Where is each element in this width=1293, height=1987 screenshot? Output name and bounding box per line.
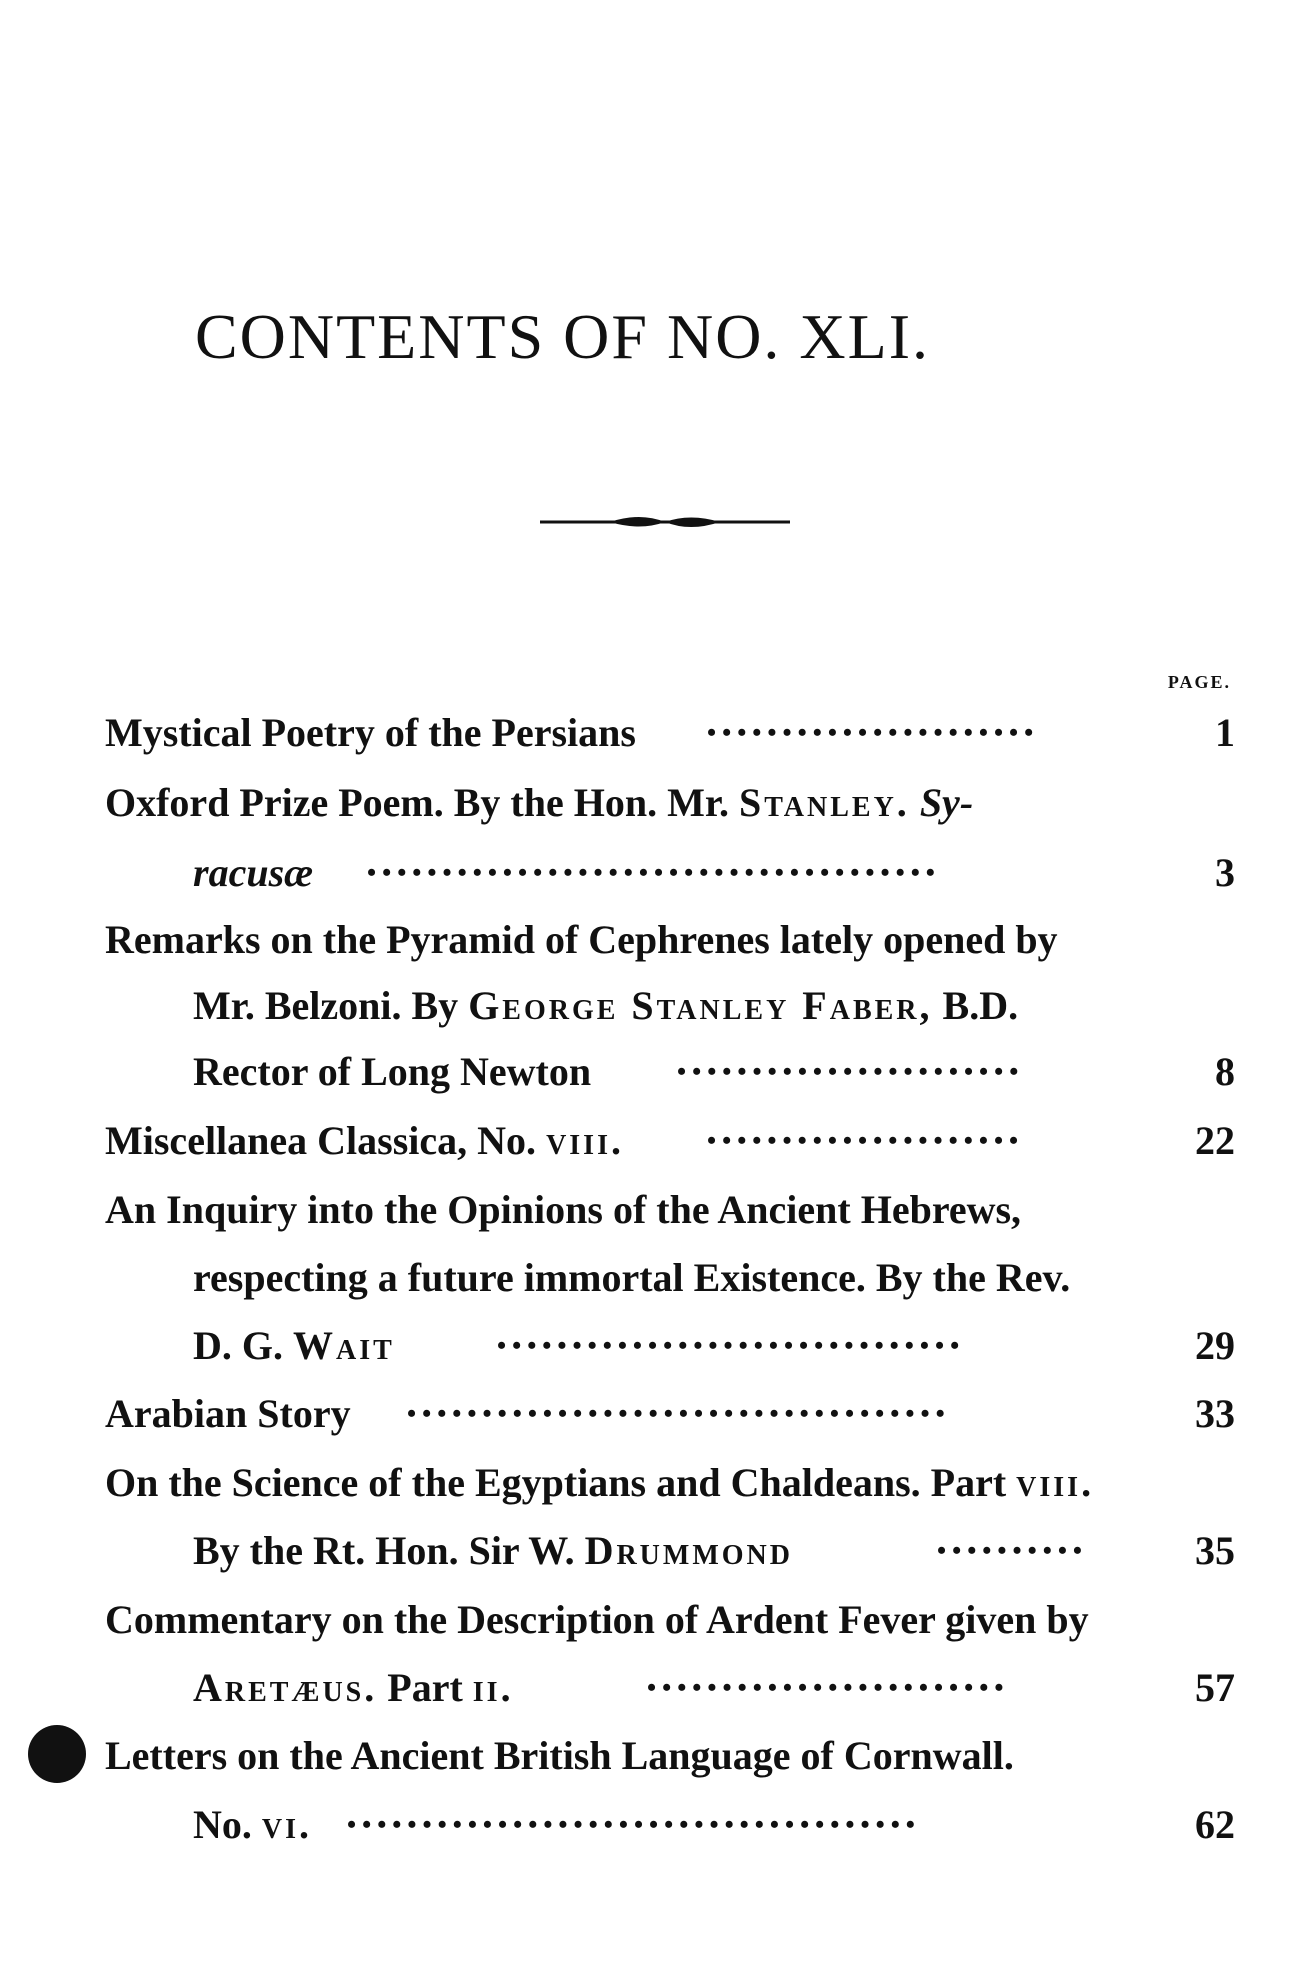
toc-entry [105,912,1235,968]
toc-entry [105,705,1235,761]
dot-leader: •••••••••• [937,1536,1089,1565]
toc-entry [105,1386,1235,1442]
page-number: 33 [1195,1391,1235,1436]
dot-leader: •••••••••••••••••••••••••••••••••••• [407,1399,951,1428]
ornament-rule [540,510,790,534]
entry-title-cont: Mr. Belzoni. By George Stanley Faber, B.D. [193,983,1019,1028]
toc-entry-continued [105,978,1235,1034]
page-number: 29 [1195,1323,1235,1368]
entry-title: Miscellanea Classica, No. viii. [105,1118,624,1163]
page-number: 57 [1195,1665,1235,1710]
dot-leader: •••••••••••••••••••••••••••••••••••••• [367,858,941,887]
dot-leader: •••••••••••••••••••••••• [647,1673,1010,1702]
toc-entry [105,1182,1235,1238]
toc-entry [105,1728,1235,1784]
entry-title: Oxford Prize Poem. By the Hon. Mr. Stanley. Sy- [105,780,974,825]
toc-entry [105,1113,1235,1169]
toc-entry [105,1592,1235,1648]
toc-entry-continued [105,845,1235,901]
entry-title-cont: D. G. Wait [193,1323,395,1368]
page-title: CONTENTS OF NO. XLI. [194,301,931,372]
entry-title-cont: No. vi. [193,1802,313,1847]
toc-entry-continued [105,1523,1235,1579]
page-column-label: PAGE. [1167,672,1231,692]
entry-title: Letters on the Ancient British Language of Cornwall. [105,1733,1014,1778]
entry-title-cont: By the Rt. Hon. Sir W. Drummond [193,1528,793,1573]
toc-entry [105,1455,1235,1511]
page-number: 62 [1195,1802,1235,1847]
entry-title: Remarks on the Pyramid of Cephrenes lately opened by [105,917,1058,962]
toc-entry [105,775,1235,831]
dot-leader: ••••••••••••••••••••• [707,1126,1025,1155]
toc-entry-continued [105,1660,1235,1716]
toc-entry-continued [105,1250,1235,1306]
toc-entry-continued [105,1044,1235,1100]
ink-blot [28,1725,86,1783]
entry-title: Mystical Poetry of the Persians [105,710,636,755]
dot-leader: ••••••••••••••••••••••••••••••• [497,1331,966,1360]
entry-title-cont: Aretæus. Part ii. [193,1665,514,1710]
entry-title: On the Science of the Egyptians and Chaldeans. Part viii. [105,1460,1095,1505]
entry-title-cont: respecting a future immortal Existence. By the Rev. [193,1255,1071,1300]
entry-title: An Inquiry into the Opinions of the Ancient Hebrews, [105,1187,1022,1232]
entry-title: Arabian Story [105,1391,351,1436]
page-number: 22 [1195,1118,1235,1163]
entry-title-cont: Rector of Long Newton [193,1049,592,1094]
dot-leader: •••••••••••••••••••••• [707,718,1040,747]
entry-title-cont: racusæ [193,850,314,895]
page-number: 3 [1215,850,1235,895]
page-number: 1 [1215,710,1235,755]
page-number: 35 [1195,1528,1235,1573]
page-number: 8 [1215,1049,1235,1094]
toc-entry-continued [105,1318,1235,1374]
toc-entry-continued [105,1797,1235,1853]
entry-title: Commentary on the Description of Ardent Fever given by [105,1597,1089,1642]
dot-leader: ••••••••••••••••••••••• [677,1057,1025,1086]
dot-leader: •••••••••••••••••••••••••••••••••••••• [347,1810,921,1839]
